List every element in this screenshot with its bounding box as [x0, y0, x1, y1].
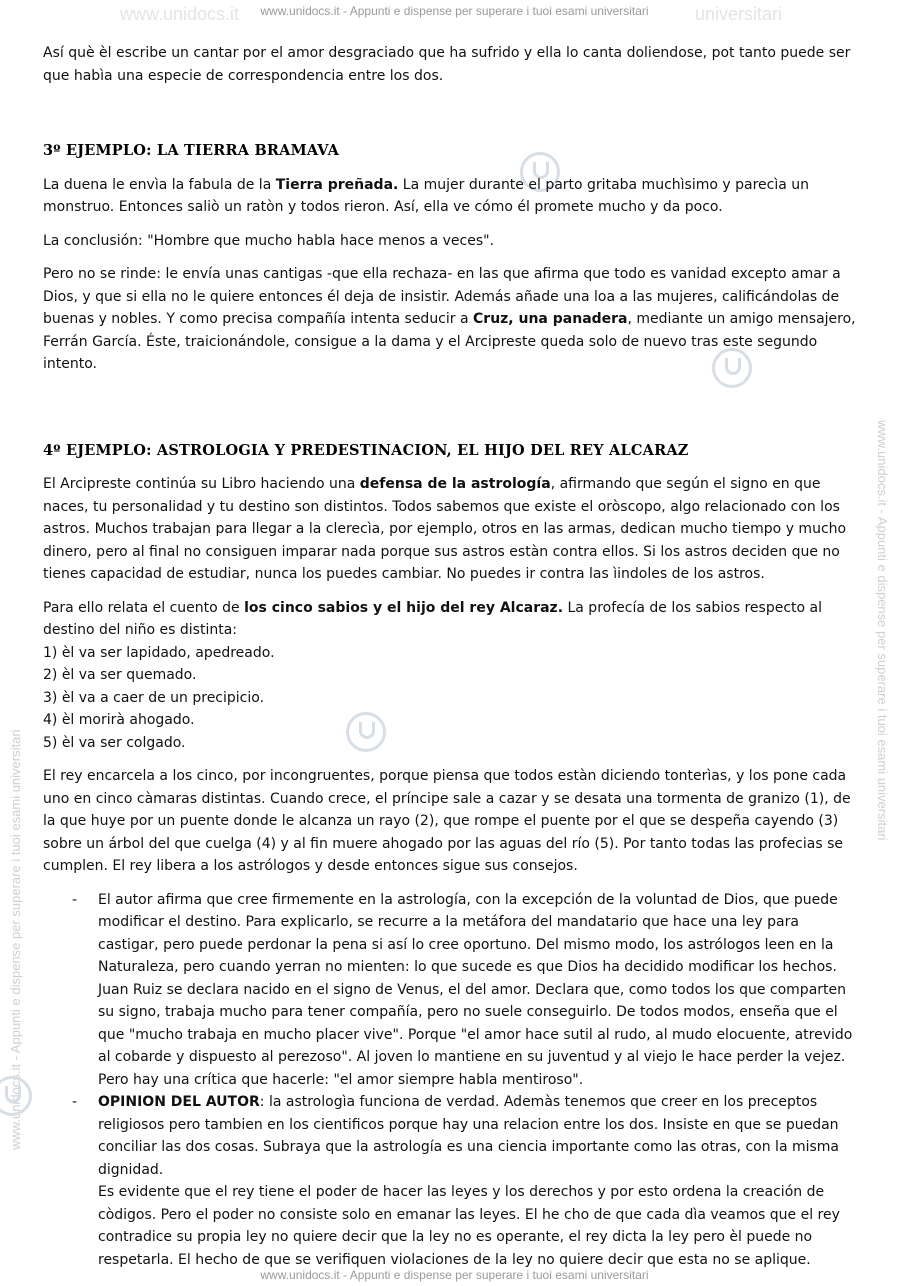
bullet-list	[43, 889, 863, 1272]
prophecy-list	[43, 642, 863, 755]
list-item: 4) èl morirà ahogado.	[43, 712, 195, 728]
section-4-heading: 4º EJEMPLO: ASTROLOGIA Y PREDESTINACION, EL HIJO DEL REY ALCARAZ	[43, 441, 689, 459]
section-3-paragraph-1: La duena le envìa la fabula de la Tierra preñada. La mujer durante el parto gritaba muchìsimo y parecìa un monstruo. Entonces saliò un ratòn y todos rieron. Así, ella ve cómo él promete mucho y da poco.	[43, 176, 809, 215]
section-4-paragraph-1: El Arcipreste continúa su Libro haciendo una defensa de la astrología, afirmando que según el signo en que naces, tu personalidad y tu destino son distintos. Todos sabemos que existe el oròscopo, algo relacionado con los astros. Muchos trabajan para llegar a la clerecìa, por ejemplo, otros en las armas, dedican mucho tiempo y mucho dinero, pero al final no consiguen imparar nada porque sus astros estàn contra ellos. Si los astros deciden que no tienes capacidad de estudiar, nunca los puedes cambiar. No puedes ir contra las ìindoles de los astros.	[43, 476, 847, 582]
section-4-paragraph-2: Para ello relata el cuento de los cinco sabios y el hijo del rey Alcaraz. La profecía de los sabios respecto al destino del niño es distinta:	[43, 599, 823, 638]
watermark-logo-icon	[0, 1076, 32, 1116]
watermark-top: www.unidocs.it - Appunti e dispense per superare i tuoi esami universitari	[260, 4, 649, 18]
list-item: - OPINION DEL AUTOR: la astrologìa funciona de verdad. Ademàs tenemos que creer en los preceptos religiosos pero tambien en los cientificos porque hay una relacion entre los dos. Insiste en que se puedan conciliar las dos cosas. Subraya que la astrología es una ciencia importante como las otras, con la misma dignidad. Es evidente que el rey tiene el poder de hacer las leyes y los derechos y por esto ordena la creación de còdigos. Pero el poder no consiste solo en emanar las leyes. El he cho de que cada dìa veamos que el rey contradice su propia ley no quiere decir que la ley no es operante, el rey dicta la ley pero èl puede no respetarla. El hecho de que se verifiquen violaciones de la ley no quiere decir que esta no se aplique.	[98, 1091, 863, 1271]
watermark-faint-top-right: universitari	[695, 4, 783, 24]
section-3-paragraph-2: La conclusión: "Hombre que mucho habla hace menos a veces".	[43, 232, 495, 249]
intro-paragraph: Así què èl escribe un cantar por el amor desgraciado que ha sufrido y ella lo canta doliendose, pot tanto puede ser que habìa una especie de correspondencia entre los dos.	[43, 45, 851, 84]
list-item: 2) èl va ser quemado.	[43, 667, 197, 683]
list-item: - El autor afirma que cree firmemente en la astrología, con la excepción de la voluntad de Dios, que puede modificar el destino. Para explicarlo, se recurre a la metáfora del mandatario que hace una ley para castigar, pero puede perdonar la pena si así lo cree oportuno. Del mismo modo, los astrólogos leen en la Naturaleza, pero cuando yerran no mienten: lo que sucede es que Dios ha decidido modificar los hechos. Juan Ruiz se declara nacido en el signo de Venus, el del amor. Declara que, como todos los que comparten su signo, trabaja mucho para tener compañía, pero no suele conseguirlo. De todos modos, enseña que el que "mucho trabaja en mucho placer vive". Porque "el amor hace sutil al rudo, al mudo elocuente, atrevido al cobarde y dispuesto al perezoso". Al joven lo mantiene en su juventud y al viejo le hace perder la vejez. Pero hay una crítica que hacerle: "el amor siempre habla mentiroso".	[98, 889, 863, 1092]
watermark-faint-top-left: www.unidocs.it	[120, 4, 240, 24]
document-body	[43, 42, 863, 1271]
watermark-bottom: www.unidocs.it - Appunti e dispense per superare i tuoi esami universitari	[260, 1268, 649, 1282]
list-item: 1) èl va ser lapidado, apedreado.	[43, 644, 275, 661]
watermark-right: www.unidocs.it - Appunti e dispense per superare i tuoi esami universitari	[875, 420, 890, 841]
list-item: 5) èl va ser colgado.	[43, 734, 186, 751]
section-3-heading: 3º EJEMPLO: LA TIERRA BRAMAVA	[43, 142, 340, 159]
watermark-left: www.unidocs.it - Appunti e dispense per superare i tuoi esami universitari	[8, 729, 23, 1150]
section-3-paragraph-3: Pero no se rinde: le envía unas cantigas -que ella rechaza- en las que afirma que todo es vanidad excepto amar a Dios, y que si ella no le quiere entonces él deja de insistir. Además añade una loa a las mujeres, calificándolas de buenas y nobles. Y como precisa compañía intenta seducir a Cruz, una panadera, mediante un amigo mensajero, Ferrán García. Éste, traicionándole, consigue a la dama y el Arcipreste queda solo de nuevo tras este segundo intento.	[43, 266, 856, 372]
section-4-paragraph-3: El rey encarcela a los cinco, por incongruentes, porque piensa que todos estàn diciendo tonterìas, y los pone cada uno en cinco càmaras distintas. Cuando crece, el príncipe sale a cazar y se desata una tormenta de granizo (1), de la que huye por un puente donde le alcanza un rayo (2), que rompe el puente por el que se despeña cayendo (3) sobre un árbol del que cuelga (4) y al fin muere ahogado por las aguas del río (5). Por tanto todas las profecias se cumplen. El rey libera a los astrólogos y desde entonces sigue sus consejos.	[43, 768, 851, 874]
list-item: 3) èl va a caer de un precipicio.	[43, 689, 265, 706]
